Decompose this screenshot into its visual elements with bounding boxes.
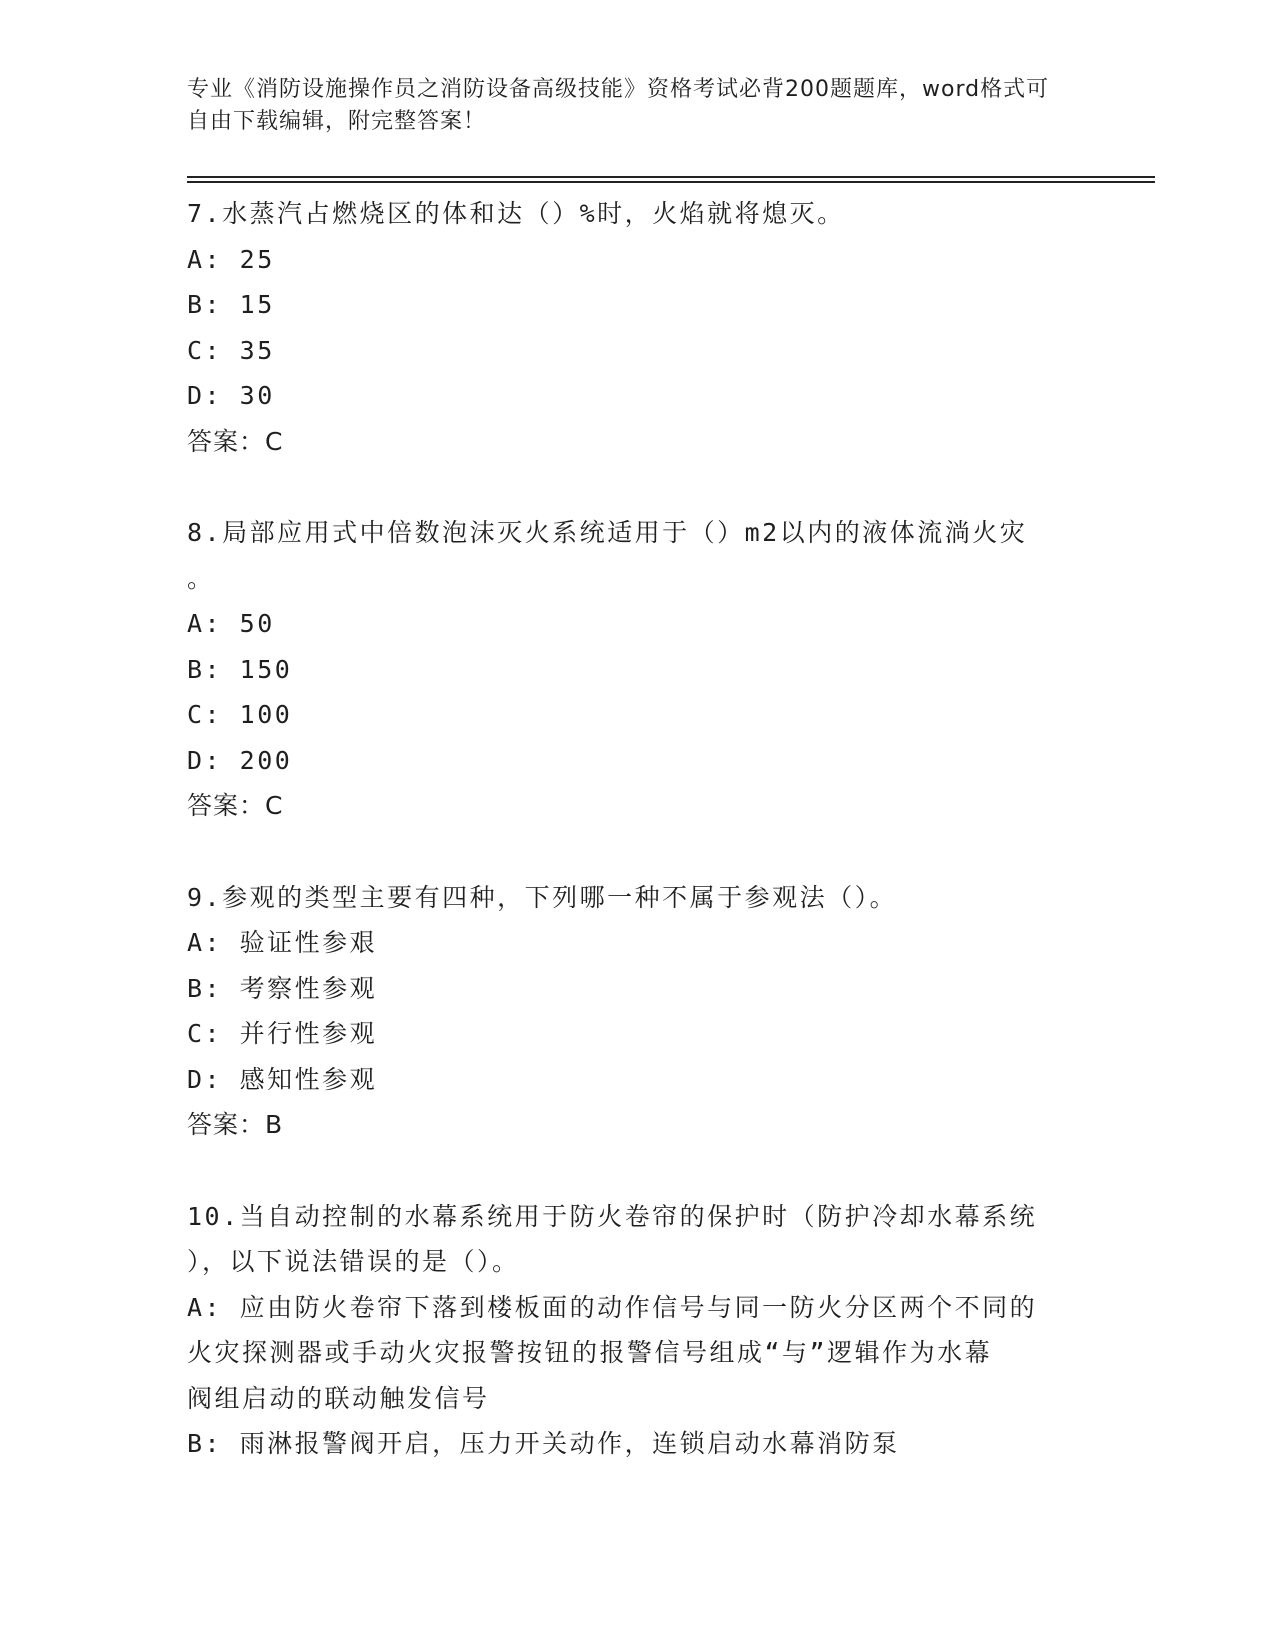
question-spacer — [187, 1148, 1087, 1194]
question-spacer — [187, 829, 1087, 875]
option-c: C: 并行性参观 — [187, 1019, 378, 1048]
option-a: A: 50 — [187, 609, 275, 638]
answer-text: 答案：C — [187, 426, 284, 456]
answer-text: 答案：B — [187, 1110, 284, 1139]
question-stem: 9.参观的类型主要有四种，下列哪一种不属于参观法（）。 — [187, 882, 898, 912]
option-a: A: 验证性参艰 — [187, 928, 378, 957]
option-b: B: 150 — [187, 654, 293, 684]
option-b: B: 雨淋报警阀开启，压力开关动作，连锁启动水幕消防泵 — [187, 1429, 900, 1458]
option-b: B: 考察性参观 — [187, 973, 378, 1003]
header-divider-top — [187, 176, 1155, 178]
option-a-line-3: 阀组启动的联动触发信号 — [187, 1383, 490, 1413]
question-9 — [187, 875, 1087, 1148]
option-a-line-2: 火灾探测器或手动火灾报警按钮的报警信号组成“与”逻辑作为水幕 — [187, 1338, 993, 1367]
answer-text: 答案：C — [187, 791, 284, 820]
option-a-line-1: A: 应由防火卷帘下落到楼板面的动作信号与同一防火分区两个不同的 — [187, 1292, 1038, 1322]
header-intro-text: 专业《消防设施操作员之消防设备高级技能》资格考试必背200题题库，word格式可自由下载编辑，附完整答案！ — [187, 77, 1050, 134]
question-8 — [187, 510, 1087, 829]
option-b: B: 15 — [187, 290, 275, 319]
question-stem-line-2: ），以下说法错误的是（）。 — [187, 1247, 520, 1276]
question-stem-line-1: 8.局部应用式中倍数泡沫灭火系统适用于（）m2以内的液体流淌火灾 — [187, 518, 1028, 547]
document-header — [187, 74, 1067, 138]
question-list — [187, 191, 1087, 1467]
question-7 — [187, 191, 1087, 464]
question-stem-line-2: 。 — [187, 563, 215, 593]
option-d: D: 30 — [187, 381, 275, 410]
option-d: D: 感知性参观 — [187, 1064, 378, 1094]
option-a: A: 25 — [187, 244, 275, 274]
question-spacer — [187, 464, 1087, 510]
question-10 — [187, 1194, 1087, 1467]
question-stem-line-1: 10.当自动控制的水幕系统用于防火卷帘的保护时（防护冷却水幕系统 — [187, 1201, 1038, 1231]
question-stem: 7.水蒸汽占燃烧区的体和达（）%时，火焰就将熄灭。 — [187, 199, 845, 228]
option-c: C: 35 — [187, 335, 275, 365]
header-divider-bottom — [187, 181, 1155, 183]
option-c: C: 100 — [187, 700, 293, 729]
option-d: D: 200 — [187, 745, 293, 775]
